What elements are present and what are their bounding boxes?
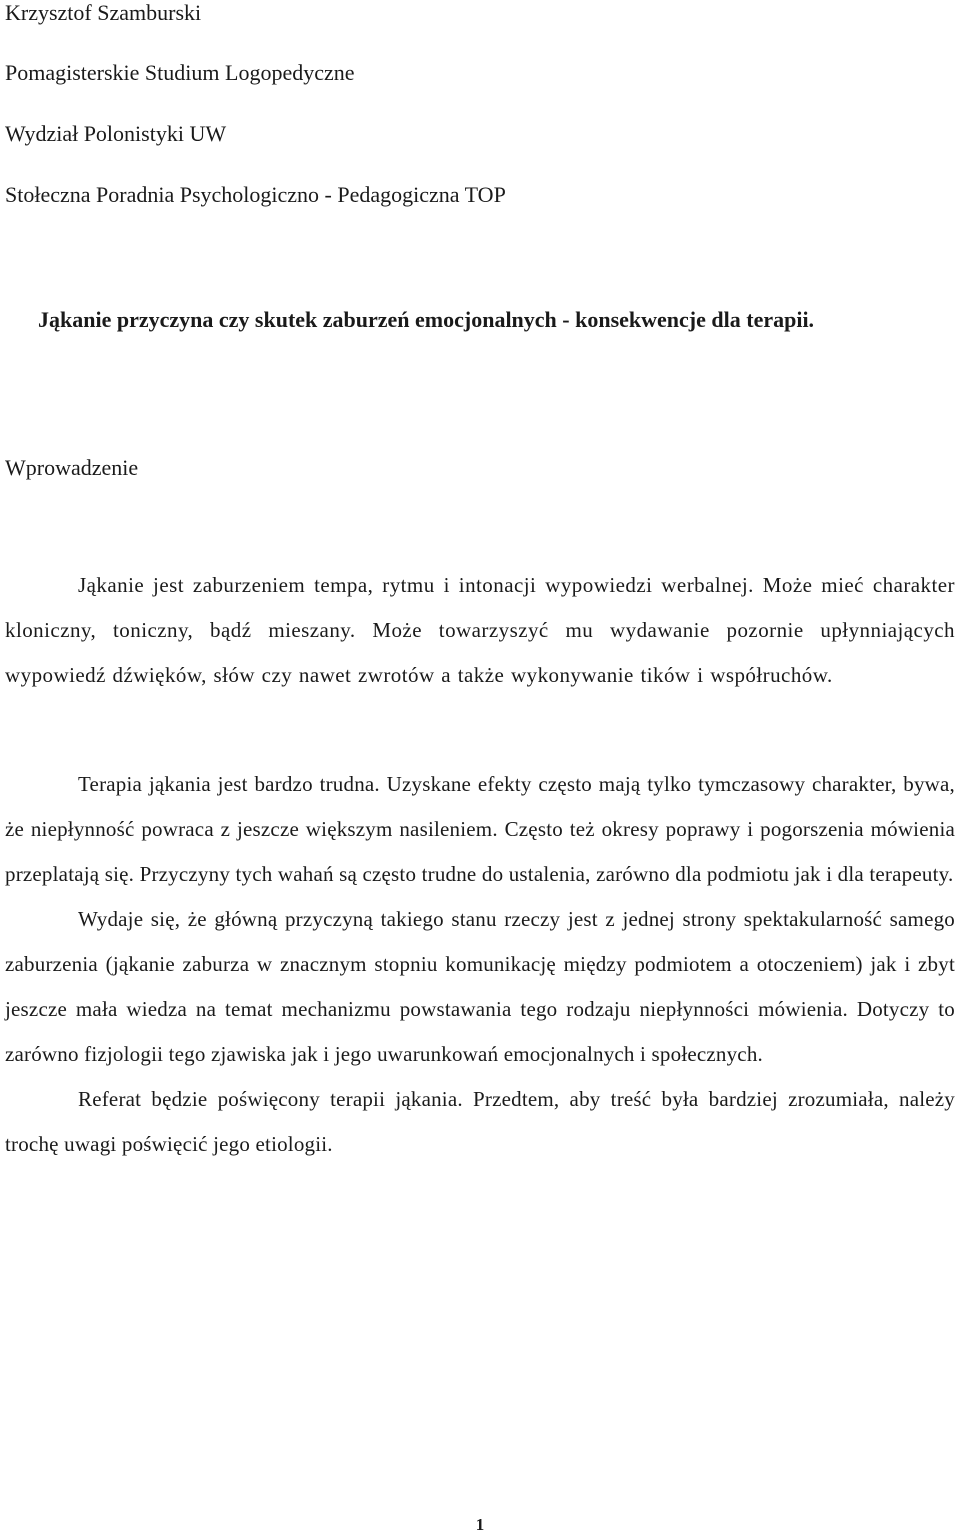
institution-name: Stołeczna Poradnia Psychologiczno - Pedagogiczna TOP	[5, 182, 506, 207]
intro-text	[5, 563, 955, 698]
faculty-name: Wydział Polonistyki UW	[5, 121, 227, 146]
paragraph: Referat będzie poświęcony terapii jąkania. Przedtem, aby treść była bardziej zrozumiała, należy trochę uwagi poświęcić jego etiologii.	[5, 1087, 955, 1156]
section-heading: Wprowadzenie	[5, 455, 139, 480]
body-text	[5, 762, 955, 1167]
paragraph: Wydaje się, że główną przyczyną takiego stanu rzeczy jest z jednej strony spektakularność samego zaburzenia (jąkanie zaburza w znacznym stopniu komunikację między podmiotem a otoczeniem) jak i zbyt jeszcze mała wiedza na temat mechanizmu powstawania tego rodzaju niepłynności mówienia. Dotyczy to zarówno fizjologii tego zjawiska jak i jego uwarunkowań emocjonalnych i społecznych.	[5, 907, 955, 1066]
document-title: Jąkanie przyczyna czy skutek zaburzeń emocjonalnych - konsekwencje dla terapii.	[38, 307, 815, 332]
paragraph: Terapia jąkania jest bardzo trudna. Uzyskane efekty często mają tylko tymczasowy charakter, bywa, że niepłynność powraca z jeszcze większym nasileniem. Często też okresy poprawy i pogorszenia mówienia przeplatają się. Przyczyny tych wahań są często trudne do ustalenia, zarówno dla podmiotu jak i dla terapeuty.	[5, 772, 955, 886]
author-name: Krzysztof Szamburski	[5, 0, 202, 25]
paragraph: Jąkanie jest zaburzeniem tempa, rytmu i intonacji wypowiedzi werbalnej. Może mieć charakter kloniczny, toniczny, bądź mieszany. Może towarzyszyć mu wydawanie pozornie upłynniających wypowiedź dźwięków, słów czy nawet zwrotów a także wykonywanie tików i współruchów.	[5, 573, 955, 687]
program-name: Pomagisterskie Studium Logopedyczne	[5, 60, 355, 85]
page-number: 1	[475, 1515, 485, 1534]
